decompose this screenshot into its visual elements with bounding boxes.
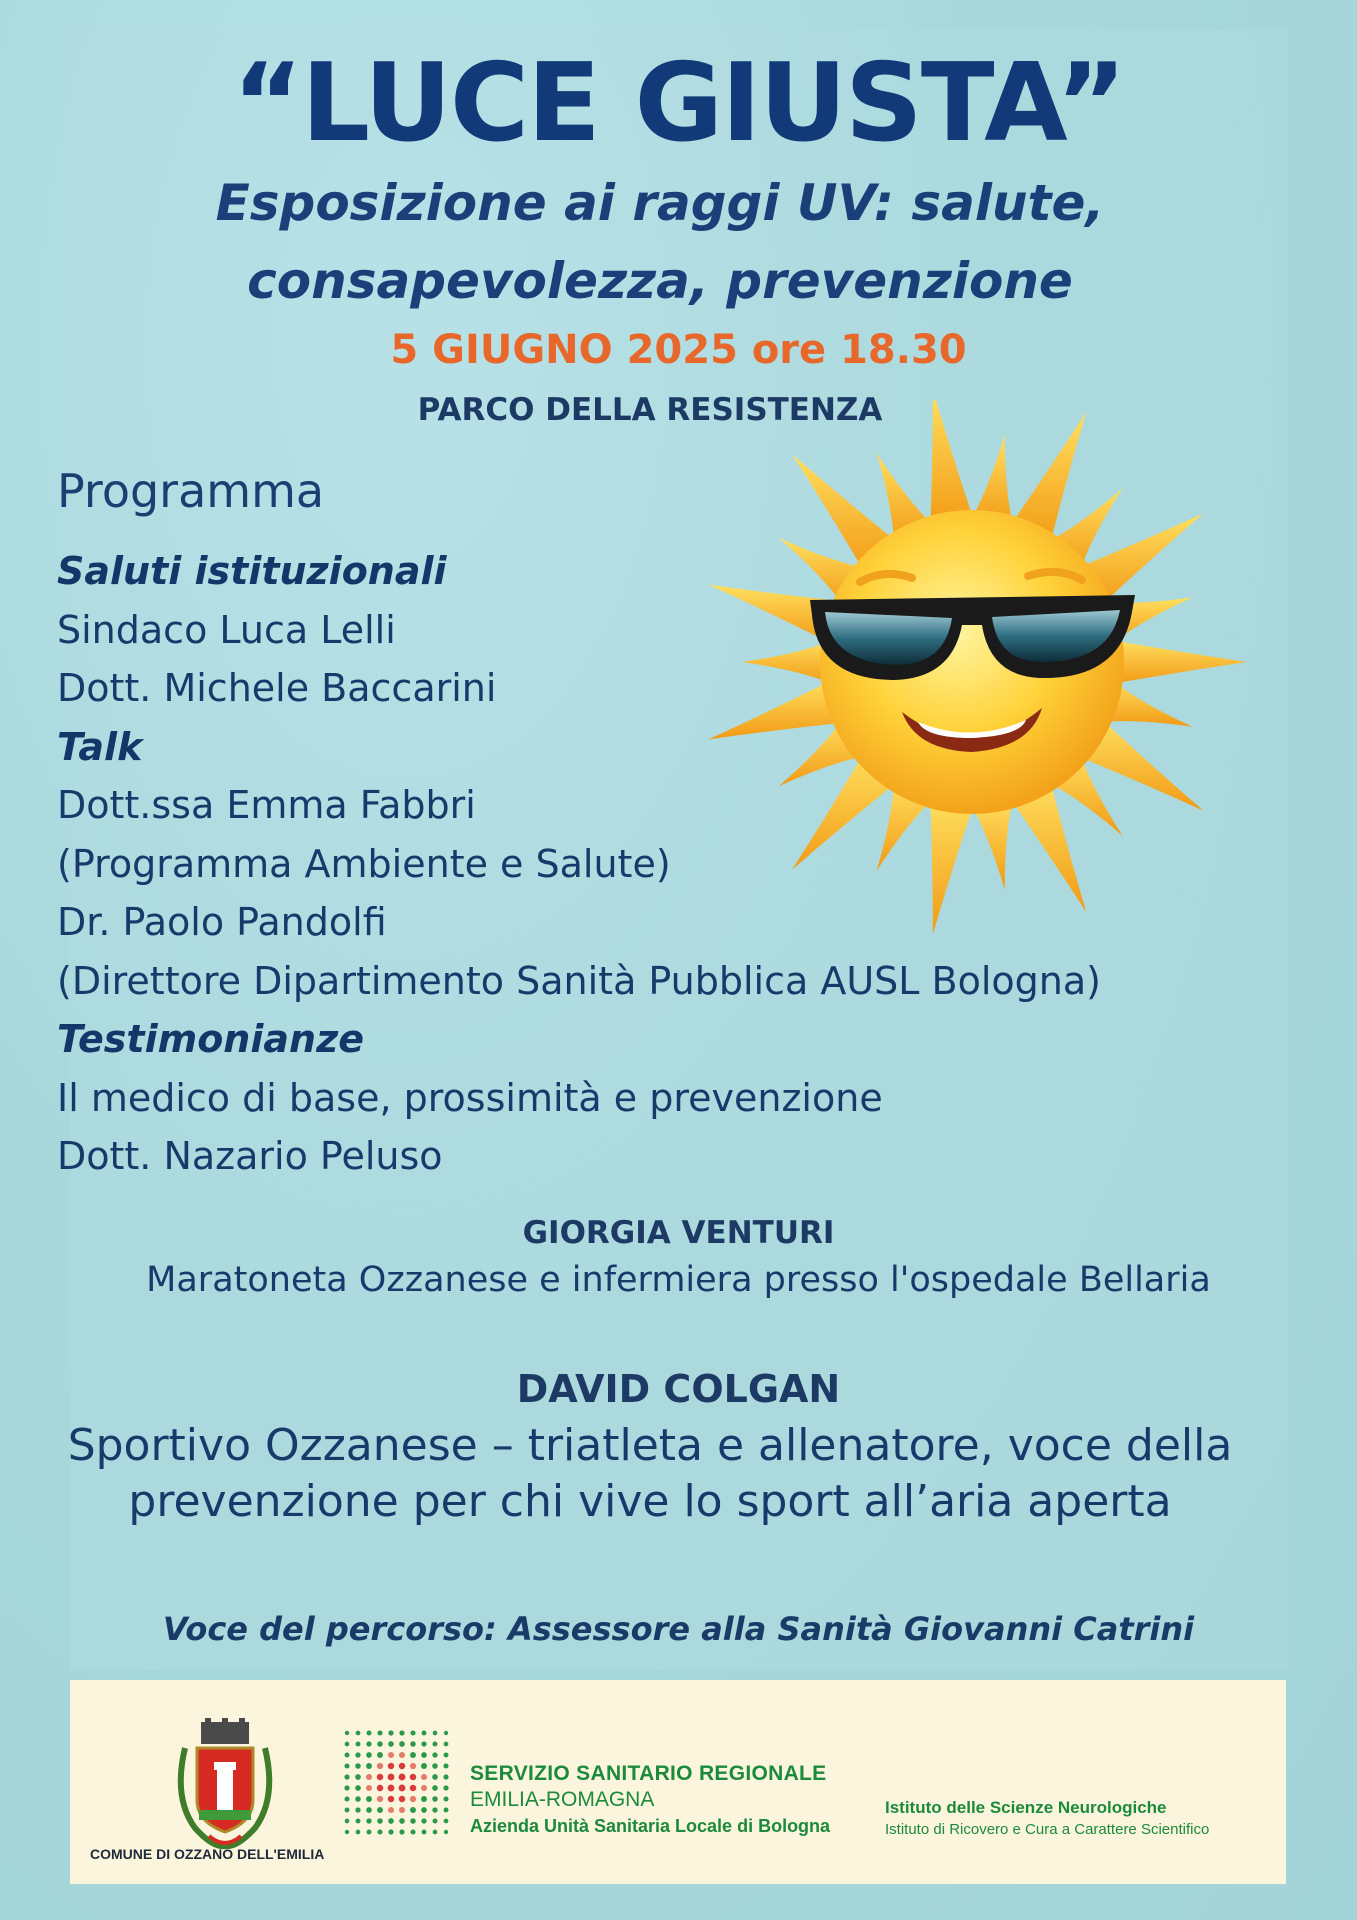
logo-dot	[388, 1763, 395, 1770]
logo-dot	[432, 1752, 437, 1757]
logo-dot	[388, 1818, 394, 1824]
programma-entry: Dott.ssa Emma Fabbri	[57, 783, 476, 827]
logo-dot	[377, 1818, 383, 1824]
logo-dot	[399, 1752, 405, 1758]
logo-dot	[366, 1752, 372, 1758]
logo-dot	[344, 1796, 349, 1801]
comune-label: COMUNE DI OZZANO DELL'EMILIA	[90, 1846, 325, 1862]
logo-dot	[345, 1808, 350, 1813]
logo-dot	[367, 1731, 372, 1736]
ssr-line3: Azienda Unità Sanitaria Locale di Bologna	[470, 1816, 831, 1836]
programma-section: Saluti istituzionali	[57, 549, 447, 593]
ssr-dots-logo-icon	[342, 1728, 452, 1838]
logo-dot	[410, 1730, 415, 1735]
testimonial-role-colgan-line2: prevenzione per chi vive lo sport all’aria aperta	[128, 1476, 1172, 1527]
logo-dot	[388, 1796, 395, 1803]
logo-dot	[388, 1807, 394, 1813]
logo-dot	[355, 1741, 360, 1746]
logo-dot	[410, 1752, 416, 1758]
logo-dot	[345, 1819, 350, 1824]
logo-dot	[366, 1785, 372, 1791]
event-date: 5 GIUGNO 2025 ore 18.30	[390, 327, 967, 373]
logo-dot	[345, 1742, 350, 1747]
logo-dot	[355, 1774, 361, 1780]
logo-dot	[432, 1741, 437, 1746]
logo-dot	[355, 1763, 361, 1769]
logo-dot	[356, 1731, 361, 1736]
logo-dot	[366, 1796, 372, 1802]
ssr-label	[470, 1762, 830, 1837]
logo-dot	[345, 1731, 349, 1735]
logo-dot	[377, 1763, 383, 1769]
testimonial-role-colgan-line1: Sportivo Ozzanese – triatleta e allenatore, voce della	[67, 1420, 1233, 1471]
logo-dot	[432, 1774, 438, 1780]
logo-dot	[422, 1731, 427, 1736]
logo-dot	[410, 1818, 416, 1824]
logo-dot	[444, 1742, 449, 1747]
programma-entry: Dr. Paolo Pandolfi	[57, 900, 387, 944]
logo-dot	[410, 1741, 416, 1747]
logo-dot	[444, 1753, 449, 1758]
logo-dot	[399, 1818, 405, 1824]
logo-dot	[444, 1808, 449, 1813]
logo-dot	[366, 1763, 372, 1769]
programma-entry: (Direttore Dipartimento Sanità Pubblica AUSL Bologna)	[57, 958, 1101, 1003]
logo-dot	[399, 1829, 404, 1834]
sun-ray	[1110, 640, 1247, 685]
logo-dot	[388, 1741, 394, 1747]
logo-dot	[399, 1763, 406, 1770]
isn-line1: Istituto delle Scienze Neurologiche	[885, 1798, 1167, 1817]
logo-dot	[377, 1730, 382, 1735]
logo-dot	[432, 1818, 437, 1823]
logo-dot	[421, 1774, 427, 1780]
logo-dot	[421, 1796, 427, 1802]
logo-dot	[377, 1785, 384, 1792]
logo-dot	[388, 1752, 394, 1758]
logo-dot	[377, 1752, 383, 1758]
logo-dot	[443, 1785, 448, 1790]
ssr-line1: SERVIZIO SANITARIO REGIONALE	[470, 1762, 827, 1785]
logo-dot	[421, 1763, 427, 1769]
logo-dot	[432, 1807, 437, 1812]
event-subtitle-line2: consapevolezza, prevenzione	[247, 252, 1073, 310]
programma-entry: (Programma Ambiente e Salute)	[57, 841, 671, 886]
logo-dot	[410, 1807, 416, 1813]
logo-dot	[344, 1785, 349, 1790]
testimonial-name-venturi: GIORGIA VENTURI	[522, 1215, 835, 1251]
logo-dot	[410, 1785, 417, 1792]
event-title: “LUCE GIUSTA”	[232, 41, 1125, 166]
logo-dot	[345, 1753, 350, 1758]
logo-dot	[355, 1796, 361, 1802]
logo-dot	[422, 1830, 427, 1835]
logo-dot	[444, 1830, 448, 1834]
logo-dot	[345, 1830, 349, 1834]
logo-dot	[443, 1774, 448, 1779]
testimonial-name-colgan: DAVID COLGAN	[516, 1367, 841, 1411]
programma-entry: Il medico di base, prossimità e prevenzione	[57, 1075, 883, 1120]
logo-dot	[410, 1774, 417, 1781]
logo-dot	[444, 1819, 449, 1824]
logo-dot	[410, 1796, 416, 1802]
logo-dot	[388, 1829, 393, 1834]
programma-entry: Sindaco Luca Lelli	[57, 607, 396, 652]
logo-dot	[355, 1752, 360, 1757]
ssr-line2: EMILIA-ROMAGNA	[470, 1788, 655, 1811]
logo-dot	[421, 1807, 427, 1813]
logo-dot	[432, 1796, 438, 1802]
logo-dot	[366, 1774, 372, 1780]
logo-dot	[421, 1752, 427, 1758]
programma-list	[57, 542, 1101, 1186]
testimonial-role-venturi: Maratoneta Ozzanese e infermiera presso l'ospedale Bellaria	[146, 1260, 1211, 1300]
logo-dot	[366, 1741, 371, 1746]
event-place: PARCO DELLA RESISTENZA	[417, 392, 883, 428]
logo-dot	[399, 1774, 406, 1781]
logo-dot	[355, 1818, 360, 1823]
logo-dot	[421, 1818, 426, 1823]
logo-dot	[410, 1763, 416, 1769]
logo-dot	[399, 1785, 406, 1792]
testimonial-role-colgan	[0, 1418, 1300, 1530]
logo-dot	[433, 1731, 438, 1736]
logo-dot	[366, 1807, 372, 1813]
logo-dot	[366, 1818, 371, 1823]
logo-dot	[444, 1731, 448, 1735]
isn-line2: Istituto di Ricovero e Cura a Carattere Scientifico	[885, 1821, 1210, 1838]
logo-dot	[410, 1829, 415, 1834]
logo-dot	[344, 1774, 349, 1779]
logo-dot	[356, 1830, 361, 1835]
footer-logos	[70, 1680, 1286, 1884]
logo-dot	[388, 1785, 395, 1792]
logo-dot	[377, 1829, 382, 1834]
logo-dot	[377, 1741, 383, 1747]
logo-dot	[443, 1763, 448, 1768]
logo-dot	[377, 1796, 383, 1802]
logo-dot	[377, 1807, 383, 1813]
logo-dot	[377, 1774, 384, 1781]
programma-entry: Dott. Nazario Peluso	[57, 1134, 443, 1178]
logo-dot	[421, 1741, 426, 1746]
logo-dot	[399, 1807, 405, 1813]
logo-dot	[421, 1785, 427, 1791]
municipal-crest-icon	[165, 1718, 285, 1858]
voce-del-percorso: Voce del percorso: Assessore alla Sanità Giovanni Catrini	[162, 1610, 1195, 1648]
logo-dot	[432, 1763, 438, 1769]
programma-entry: Dott. Michele Baccarini	[57, 666, 497, 710]
logo-dot	[399, 1741, 405, 1747]
logo-dot	[399, 1730, 404, 1735]
programma-section: Talk	[57, 724, 143, 769]
logo-dot	[433, 1830, 438, 1835]
logo-dot	[388, 1730, 393, 1735]
programma-section: Testimonianze	[57, 1017, 364, 1061]
logo-dot	[355, 1807, 360, 1812]
isn-label	[885, 1798, 1209, 1838]
logo-dot	[399, 1796, 406, 1803]
logo-dot	[432, 1785, 438, 1791]
logo-dot	[367, 1830, 372, 1835]
logo-dot	[388, 1774, 395, 1781]
logo-dot	[355, 1785, 361, 1791]
sun-ray	[930, 400, 974, 528]
logo-dot	[344, 1763, 349, 1768]
logo-dot	[443, 1796, 448, 1801]
event-subtitle-line1: Esposizione ai raggi UV: salute,	[215, 174, 1105, 232]
programma-heading: Programma	[57, 464, 325, 518]
